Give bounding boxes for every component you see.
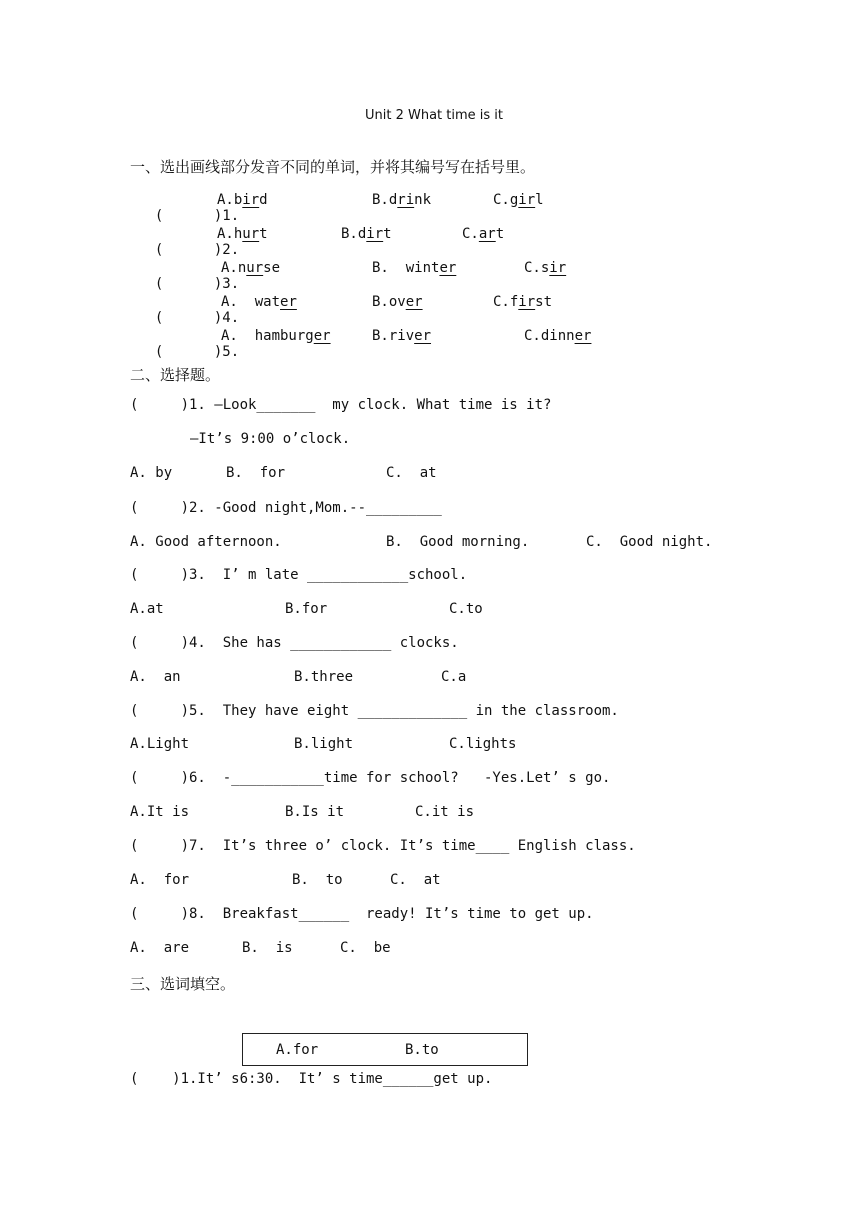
mc-question-1: ( )1. —Look_______ my clock. What time is it?	[130, 397, 552, 413]
answer-bracket[interactable]: ( )	[154, 276, 223, 292]
mc-option-a: A. an	[130, 669, 181, 685]
page-title: Unit 2 What time is it	[365, 108, 504, 123]
part1-row-2-c: C.art	[462, 226, 505, 242]
mc-option-a: A. Good afternoon.	[130, 534, 282, 550]
part1-row-4-c: C.first	[493, 294, 553, 310]
part1-row-5-a: A. hamburger	[221, 328, 331, 344]
mc-question-6: ( )6. -___________time for school? -Yes.Let’ s go.	[130, 770, 611, 786]
fill-question-1: ( )1.It’ s6:30. It’ s time______get up.	[130, 1071, 493, 1087]
mc-option-c: C. Good night.	[586, 534, 713, 550]
mc-option-c: C. at	[386, 465, 437, 481]
mc-question-7: ( )7. It’s three o’ clock. It’s time____ English class.	[130, 838, 636, 854]
part1-row-3-c: C.sir	[524, 260, 567, 276]
mc-option-c: C.to	[449, 601, 483, 617]
mc-option-b: B. for	[226, 465, 286, 481]
mc-option-b: B.light	[294, 736, 354, 752]
question-number: 4.	[222, 310, 240, 326]
question-number: 3.	[222, 276, 240, 292]
mc-question-5: ( )5. They have eight _____________ in the classroom.	[130, 703, 619, 719]
mc-option-b: B.for	[285, 601, 328, 617]
part1-row-5-c: C.dinner	[524, 328, 592, 344]
part1-row-1-c: C.girl	[493, 192, 544, 208]
part1-row-4-b: B.over	[372, 294, 423, 310]
word-choice-a: A.for	[276, 1042, 319, 1058]
answer-bracket[interactable]: ( )	[154, 242, 223, 258]
mc-question-2: ( )2. -Good night,Mom.--_________	[130, 500, 442, 516]
section-2-heading: 二、选择题。	[130, 366, 221, 384]
mc-option-c: C.it is	[415, 804, 475, 820]
part1-row-3-b: B. winter	[372, 260, 457, 276]
section-1-heading: 一、选出画线部分发音不同的单词，并将其编号写在括号里。	[130, 158, 536, 176]
mc-option-a: A. for	[130, 872, 190, 888]
part1-row-1-a: A.bird	[217, 192, 268, 208]
mc-option-a: A.at	[130, 601, 164, 617]
mc-option-c: C.lights	[449, 736, 517, 752]
question-number: 1.	[222, 208, 240, 224]
mc-option-b: B.Is it	[285, 804, 345, 820]
mc-option-a: A. are	[130, 940, 190, 956]
mc-option-a: A. by	[130, 465, 173, 481]
part1-row-1-b: B.drink	[372, 192, 432, 208]
part1-row-2-b: B.dirt	[341, 226, 392, 242]
mc-question-1-reply: —It’s 9:00 o’clock.	[190, 431, 351, 447]
mc-option-c: C. be	[340, 940, 391, 956]
answer-bracket[interactable]: ( )	[154, 344, 223, 360]
mc-question-4: ( )4. She has ____________ clocks.	[130, 635, 459, 651]
mc-option-b: B.three	[294, 669, 354, 685]
mc-option-c: C. at	[390, 872, 441, 888]
mc-option-b: B. Good morning.	[386, 534, 530, 550]
mc-option-a: A.It is	[130, 804, 190, 820]
mc-option-b: B. to	[292, 872, 343, 888]
mc-option-a: A.Light	[130, 736, 190, 752]
mc-option-b: B. is	[242, 940, 293, 956]
question-number: 2.	[222, 242, 240, 258]
mc-question-8: ( )8. Breakfast______ ready! It’s time to get up.	[130, 906, 594, 922]
part1-row-2-a: A.hurt	[217, 226, 268, 242]
part1-row-3-a: A.nurse	[221, 260, 281, 276]
answer-bracket[interactable]: ( )	[154, 310, 223, 326]
mc-question-3: ( )3. I’ m late ____________school.	[130, 567, 468, 583]
word-choice-b: B.to	[405, 1042, 439, 1058]
question-number: 5.	[222, 344, 240, 360]
part1-row-5-b: B.river	[372, 328, 432, 344]
answer-bracket[interactable]: ( )	[154, 208, 223, 224]
mc-option-c: C.a	[441, 669, 467, 685]
part1-row-4-a: A. water	[221, 294, 297, 310]
section-3-heading: 三、选词填空。	[130, 975, 236, 993]
